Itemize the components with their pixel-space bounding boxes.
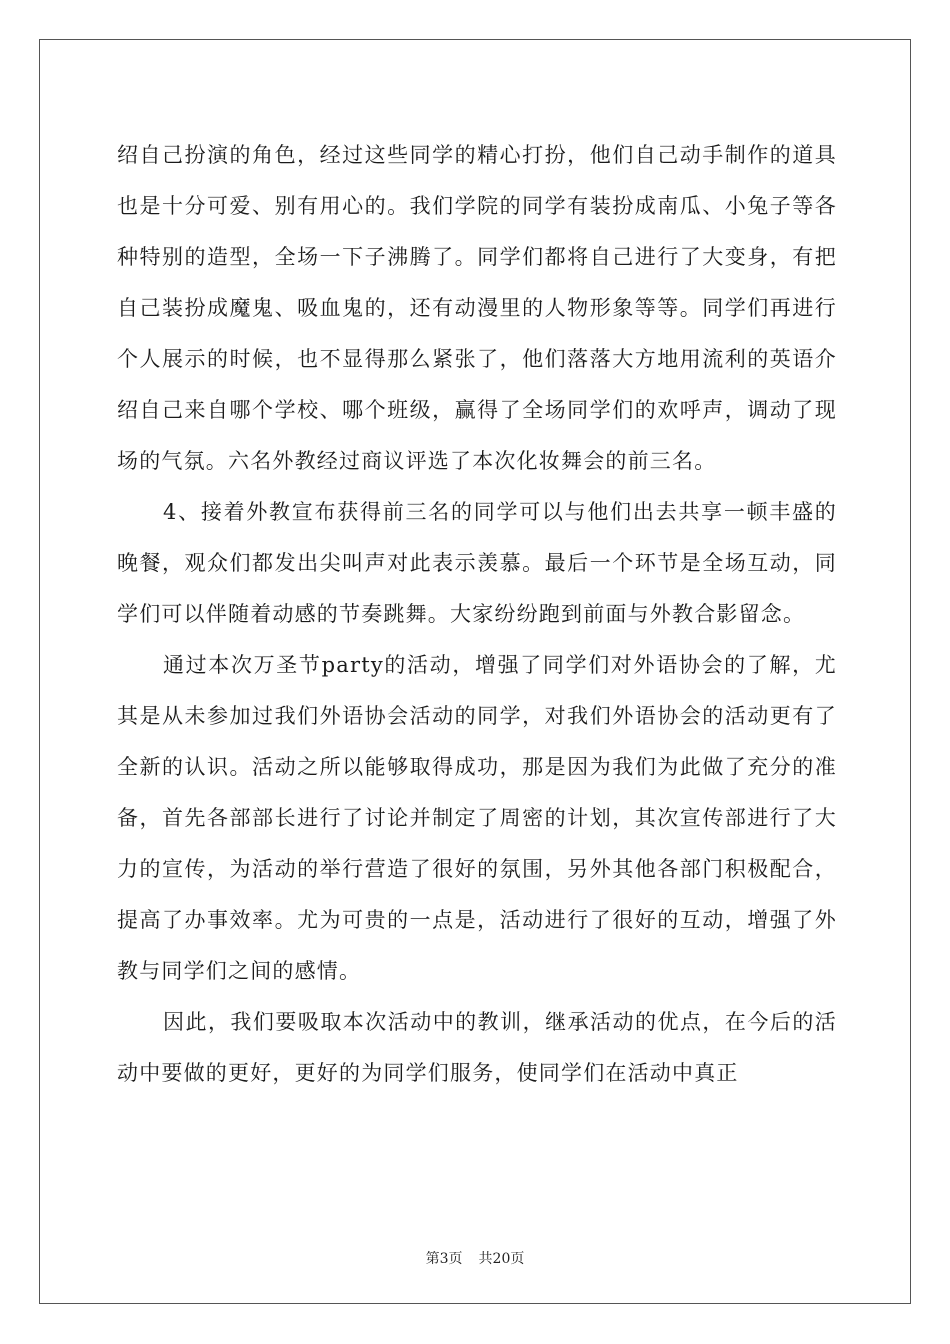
paragraph-1: 绍自己扮演的角色，经过这些同学的精心打扮，他们自己动手制作的道具也是十分可爱、别有用心的。我们学院的同学有装扮成南瓜、小兔子等各种特别的造型，全场一下子沸腾了。同学们都将自己进行了大变身，有把自己装扮成魔鬼、吸血鬼的，还有动漫里的人物形象等等。同学们再进行个人展示的时候，也不显得那么紧张了，他们落落大方地用流利的英语介绍自己来自哪个学校、哪个班级，赢得了全场同学们的欢呼声，调动了现场的气氛。六名外教经过商议评选了本次化妆舞会的前三名。 — [117, 143, 837, 473]
total-pages: 共20页 — [478, 1251, 525, 1267]
page-footer — [0, 1248, 950, 1268]
page-number: 第3页 — [425, 1251, 463, 1267]
document-body — [117, 130, 837, 1099]
paragraph-2: 4、接着外教宣布获得前三名的同学可以与他们出去共享一顿丰盛的晚餐，观众们都发出尖叫声对此表示羡慕。最后一个环节是全场互动，同学们可以伴随着动感的节奏跳舞。大家纷纷跑到前面与外教合影留念。 — [117, 500, 837, 626]
paragraph-3: 通过本次万圣节party的活动，增强了同学们对外语协会的了解，尤其是从未参加过我们外语协会活动的同学，对我们外语协会的活动更有了全新的认识。活动之所以能够取得成功，那是因为我们为此做了充分的准备，首先各部部长进行了讨论并制定了周密的计划，其次宣传部进行了大力的宣传，为活动的举行营造了很好的氛围，另外其他各部门积极配合，提高了办事效率。尤为可贵的一点是，活动进行了很好的互动，增强了外教与同学们之间的感情。 — [117, 653, 837, 983]
paragraph-4: 因此，我们要吸取本次活动中的教训，继承活动的优点，在今后的活动中要做的更好，更好的为同学们服务，使同学们在活动中真正 — [117, 1010, 837, 1085]
